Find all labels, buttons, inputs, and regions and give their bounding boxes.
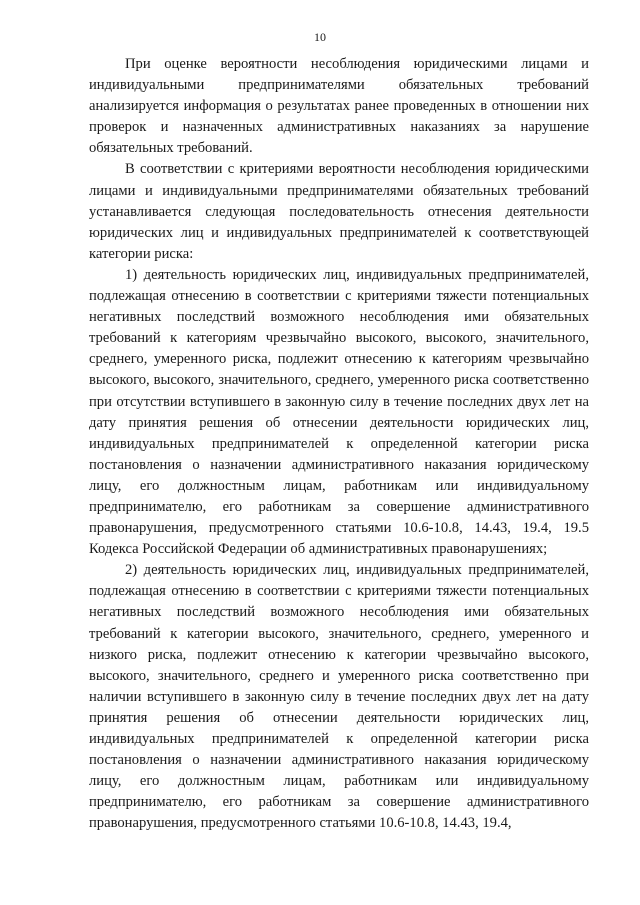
paragraph-item-1: 1) деятельность юридических лиц, индивидуальных предпринимателей, подлежащая отнесению в соответствии с критериями тяжести потенциальных негативных последствий возможного несоблюдения ими обязательных требований к категориям чрезвычайно высокого, высокого, значительного, среднего, умеренного риска, подлежит отнесению к категориям чрезвычайно высокого, высокого, значительного, среднего, умеренного риска соответственно при отсутствии вступившего в законную силу в течение последних двух лет на дату принятия решения об отнесении деятельности юридических лиц, индивидуальных предпринимателей к определенной категории риска постановления о назначении административного наказания юридическому лицу, его должностным лицам, работникам или индивидуальному предпринимателю, его работникам за совершение административного правонарушения, предусмотренного статьями 10.6-10.8, 14.43, 19.4, 19.5 Кодекса Российской Федерации об административных правонарушениях; — [89, 266, 589, 558]
paragraph-sequence-criteria: В соответствии с критериями вероятности несоблюдения юридическими лицами и индивидуальными предпринимателями обязательных требований устанавливается следующая последовательность отнесения деятельности юридических лиц и индивидуальных предпринимателей к соответствующей категории риска: — [89, 161, 589, 262]
page-number: 10 — [314, 30, 326, 44]
document-body — [89, 54, 589, 834]
paragraph-risk-assessment: При оценке вероятности несоблюдения юридическими лицами и индивидуальными предпринимателями обязательных требований анализируется информация о результатах ранее проведенных в отношении них проверок и назначенных административных наказаниях за нарушение обязательных требований. — [89, 56, 589, 157]
paragraph-item-2: 2) деятельность юридических лиц, индивидуальных предпринимателей, подлежащая отнесению в соответствии с критериями тяжести потенциальных негативных последствий возможного несоблюдения ими обязательных требований к категории высокого, значительного, среднего, умеренного и низкого риска, подлежит отнесению к категории чрезвычайно высокого, высокого, значительного, среднего и умеренного риска соответственно при наличии вступившего в законную силу в течение последних двух лет на дату принятия решения об отнесении деятельности юридических лиц, индивидуальных предпринимателей к определенной категории риска постановления о назначении административного наказания юридическому лицу, его должностным лицам, работникам или индивидуальному предпринимателю, его работникам за совершение административного правонарушения, предусмотренного статьями 10.6-10.8, 14.43, 19.4, — [89, 562, 589, 832]
